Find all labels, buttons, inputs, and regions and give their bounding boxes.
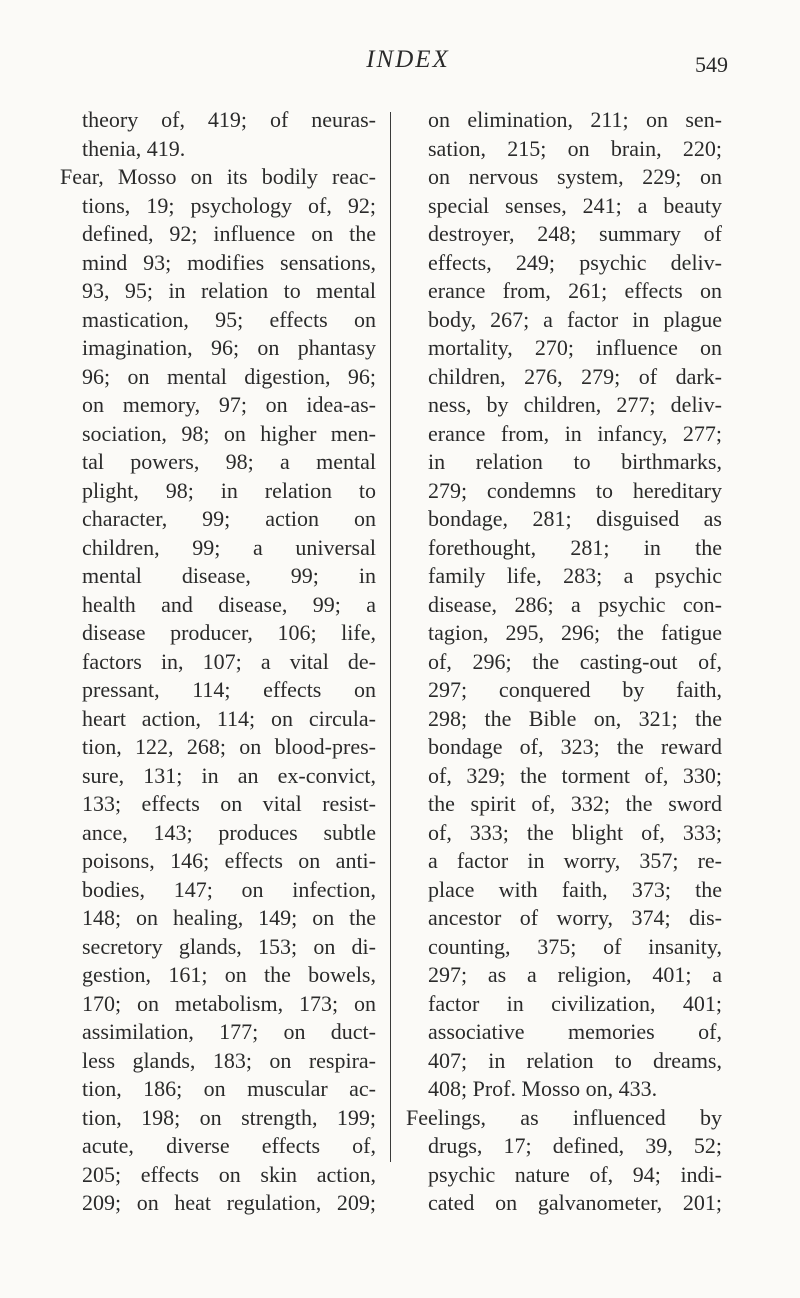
index-line: drugs, 17; defined, 39, 52; [428, 1133, 722, 1158]
index-line: on elimination, 211; on sen- [428, 107, 722, 132]
index-line: disease, 286; a psychic con- [428, 591, 722, 617]
index-line: tagion, 295, 296; the fatigue [428, 620, 722, 645]
index-line: mortality, 270; influence on [428, 335, 722, 360]
index-line: mastication, 95; effects on [82, 306, 376, 332]
index-line: 297; conquered by faith, [428, 677, 722, 702]
index-line: poisons, 146; effects on anti- [82, 848, 376, 873]
index-line: mind 93; modifies sensations, [82, 249, 376, 275]
index-line: of, 296; the casting-out of, [428, 648, 722, 674]
index-line: effects, 249; psychic deliv- [428, 249, 722, 275]
index-line: sure, 131; in an ex-convict, [82, 762, 376, 788]
index-line: tion, 186; on muscular ac- [82, 1076, 376, 1101]
index-line: ancestor of worry, 374; dis- [428, 905, 722, 930]
index-line: associative memories of, [428, 1019, 722, 1044]
index-line: 170; on metabolism, 173; on [82, 990, 376, 1016]
index-line: 209; on heat regulation, 209; [82, 1190, 376, 1215]
page-number: 549 [695, 52, 728, 77]
index-line: ance, 143; produces subtle [82, 819, 376, 845]
index-line: of, 329; the torment of, 330; [428, 762, 722, 788]
index-line: psychic nature of, 94; indi- [428, 1161, 722, 1187]
index-line: children, 276, 279; of dark- [428, 363, 722, 389]
index-line: plight, 98; in relation to [82, 477, 376, 503]
index-line: tion, 122, 268; on blood-pres- [82, 734, 376, 759]
index-line: counting, 375; of insanity, [428, 933, 722, 959]
index-line: erance from, 261; effects on [428, 278, 722, 303]
index-line: 408; Prof. Mosso on, 433. [428, 1076, 658, 1101]
index-line: tal powers, 98; a mental [82, 449, 376, 474]
index-line: place with faith, 373; the [428, 876, 722, 902]
index-line: 148; on healing, 149; on the [82, 905, 376, 930]
index-line: a factor in worry, 357; re- [428, 848, 722, 873]
index-line: 297; as a religion, 401; a [428, 962, 722, 987]
index-line: children, 99; a universal [82, 534, 376, 560]
index-line: pressant, 114; effects on [82, 677, 376, 702]
index-line: destroyer, 248; summary of [428, 221, 722, 246]
index-line: 93, 95; in relation to mental [82, 278, 376, 303]
index-line: theory of, 419; of neuras- [82, 107, 376, 132]
index-line: sociation, 98; on higher men- [82, 420, 376, 446]
index-line: in relation to birthmarks, [428, 449, 722, 474]
index-line: 298; the Bible on, 321; the [428, 705, 722, 731]
index-line: character, 99; action on [82, 506, 376, 531]
page-header [0, 46, 800, 76]
index-line: secretory glands, 153; on di- [82, 933, 376, 959]
index-line: heart action, 114; on circula- [82, 705, 376, 731]
index-line: erance from, in infancy, 277; [428, 420, 722, 446]
index-line: 279; condemns to hereditary [428, 477, 722, 503]
index-column-left [60, 106, 376, 1218]
index-line: imagination, 96; on phantasy [82, 335, 376, 360]
index-line: defined, 92; influence on the [82, 221, 376, 246]
index-entry-heading: Feelings, as influenced by [406, 1104, 722, 1130]
index-line: bondage, 281; disguised as [428, 506, 722, 531]
index-line: bodies, 147; on infection, [82, 876, 376, 902]
column-divider [390, 112, 391, 1162]
index-line: mental disease, 99; in [82, 563, 376, 588]
index-line: body, 267; a factor in plague [428, 306, 722, 332]
index-line: bondage of, 323; the reward [428, 734, 722, 759]
index-line: on nervous system, 229; on [428, 164, 722, 189]
index-line: sation, 215; on brain, 220; [428, 135, 722, 161]
index-line: factors in, 107; a vital de- [82, 648, 376, 674]
index-line: thenia, 419. [82, 135, 186, 161]
index-line: forethought, 281; in the [428, 534, 722, 560]
index-line: cated on galvanometer, 201; [428, 1190, 722, 1215]
index-line: 205; effects on skin action, [82, 1161, 376, 1187]
index-line: the spirit of, 332; the sword [428, 791, 722, 816]
index-line: gestion, 161; on the bowels, [82, 962, 376, 987]
index-line: tions, 19; psychology of, 92; [82, 192, 376, 218]
index-line: assimilation, 177; on duct- [82, 1019, 376, 1044]
index-line: of, 333; the blight of, 333; [428, 819, 722, 845]
index-column-right [406, 106, 722, 1218]
index-line: health and disease, 99; a [82, 591, 376, 617]
index-line: tion, 198; on strength, 199; [82, 1104, 376, 1130]
index-line: less glands, 183; on respira- [82, 1047, 376, 1073]
index-line: family life, 283; a psychic [428, 563, 722, 588]
index-line: ness, by children, 277; deliv- [428, 392, 722, 417]
index-line: 133; effects on vital resist- [82, 791, 376, 816]
index-line: acute, diverse effects of, [82, 1133, 376, 1158]
index-line: 96; on mental digestion, 96; [82, 363, 376, 389]
index-line: 407; in relation to dreams, [428, 1047, 722, 1073]
index-entry-heading: Fear, Mosso on its bodily reac- [60, 164, 376, 189]
index-line: special senses, 241; a beauty [428, 192, 722, 218]
index-line: on memory, 97; on idea-as- [82, 392, 376, 417]
running-head: INDEX [366, 46, 450, 73]
index-line: factor in civilization, 401; [428, 990, 722, 1016]
index-line: disease producer, 106; life, [82, 620, 376, 645]
